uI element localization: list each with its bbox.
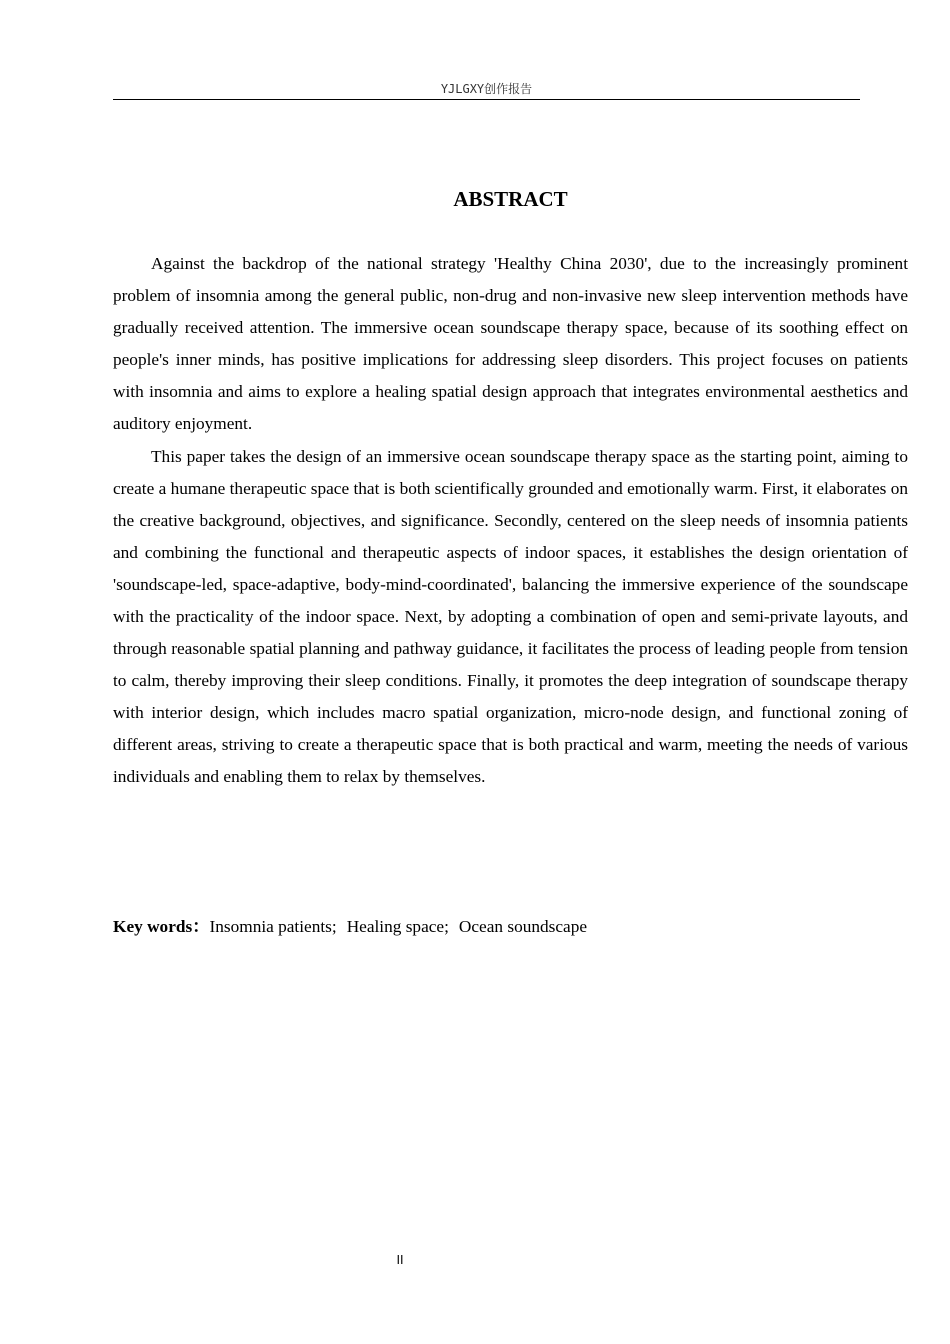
- abstract-paragraph-2: This paper takes the design of an immersive ocean soundscape therapy space as the starting point, aiming to create a humane therapeutic space that is both scientifically grounded and emotionally warm. First, it elaborates on the creative background, objectives, and significance. Secondly, centered on the sleep needs of insomnia patients and combining the functional and therapeutic aspects of indoor spaces, it establishes the design orientation of 'soundscape-led, space-adaptive, body-mind-coordinated', balancing the immersive experience of the soundscape with the practicality of the indoor space. Next, by adopting a combination of open and semi-private layouts, and through reasonable spatial planning and pathway guidance, it facilitates the process of leading people from tension to calm, thereby improving their sleep conditions. Finally, it promotes the deep integration of soundscape therapy with interior design, which includes macro spatial organization, micro-node design, and functional zoning of different areas, striving to create a therapeutic space that is both practical and warm, meeting the needs of various individuals and enabling them to relax by themselves.: [113, 447, 908, 786]
- keyword-item: Insomnia patients;: [209, 917, 337, 936]
- keywords-label: Key words：: [113, 917, 210, 936]
- keyword-item: Healing space;: [346, 917, 449, 936]
- abstract-body: [113, 248, 908, 794]
- abstract-title: ABSTRACT: [453, 187, 568, 211]
- page-header: YJLGXY创作报告: [113, 80, 860, 100]
- keywords-line: [113, 912, 908, 942]
- abstract-paragraph-1: Against the backdrop of the national strategy 'Healthy China 2030', due to the increasingly prominent problem of insomnia among the general public, non-drug and non-invasive new sleep intervention methods have gradually received attention. The immersive ocean soundscape therapy space, because of its soothing effect on people's inner minds, has positive implications for addressing sleep disorders. This project focuses on patients with insomnia and aims to explore a healing spatial design approach that integrates environmental aesthetics and auditory enjoyment.: [113, 254, 908, 433]
- page-number: II: [396, 1253, 404, 1267]
- keyword-item: Ocean soundscape: [458, 917, 588, 936]
